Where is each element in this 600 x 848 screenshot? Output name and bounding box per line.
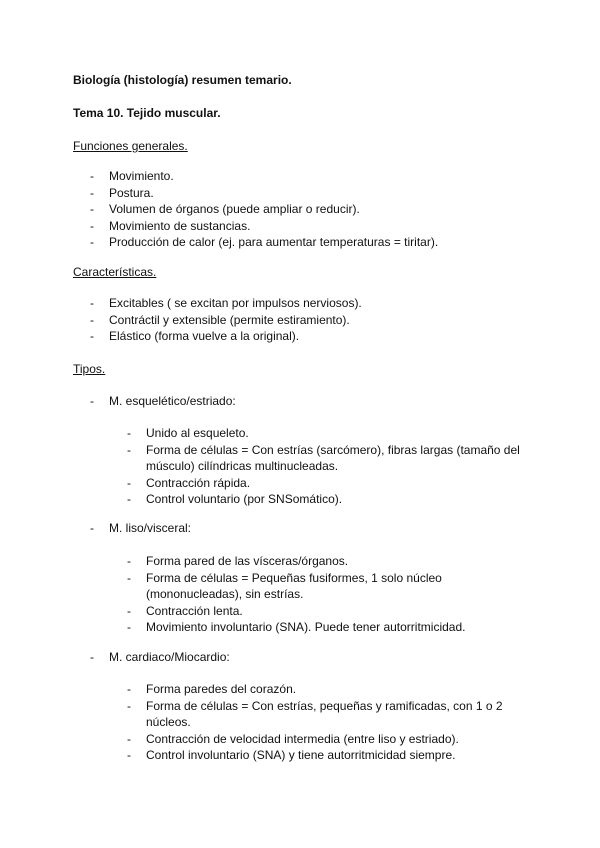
list-item: - Forma de células = Pequeñas fusiformes, 1 solo núcleo (mononucleadas), sin estrías. bbox=[127, 570, 442, 601]
list-item: - Contráctil y extensible (permite estiramiento). bbox=[90, 312, 350, 327]
bullet-dash: - bbox=[127, 426, 131, 440]
bullet-dash: - bbox=[90, 169, 94, 183]
bullet-dash: - bbox=[127, 554, 131, 568]
bullet-dash: - bbox=[90, 650, 94, 664]
list-item: - Control voluntario (por SNSomático). bbox=[127, 492, 343, 506]
bullet-dash: - bbox=[127, 731, 131, 746]
list-item: - Postura. bbox=[90, 185, 154, 200]
bullet-dash: - bbox=[90, 312, 94, 327]
list-item: - Producción de calor (ej. para aumentar temperaturas = tiritar). bbox=[90, 235, 439, 249]
bullet-dash: - bbox=[90, 329, 94, 343]
bullet-dash: - bbox=[90, 235, 94, 249]
section-heading-caracteristicas: Características. bbox=[73, 265, 157, 279]
bullet-dash: - bbox=[90, 296, 94, 310]
list-item: - Movimiento. bbox=[90, 169, 174, 183]
list-item: - Movimiento involuntario (SNA). Puede tener autorritmicidad. bbox=[127, 620, 466, 634]
list-item: - Forma de células = Con estrías, pequeñas y ramificadas, con 1 o 2 núcleos. bbox=[127, 698, 503, 729]
list-item: - Movimiento de sustancias. bbox=[90, 218, 251, 233]
section-heading-tipos: Tipos. bbox=[73, 362, 106, 376]
list-item: - Contracción rápida. bbox=[127, 475, 251, 490]
bullet-dash: - bbox=[127, 475, 131, 490]
list-item: - Contracción de velocidad intermedia (entre liso y estriado). bbox=[127, 731, 459, 746]
bullet-dash: - bbox=[127, 442, 131, 457]
bullet-dash: - bbox=[127, 620, 131, 634]
document-title: Biología (histología) resumen temario. bbox=[73, 73, 292, 87]
type-heading-liso: - M. liso/visceral: bbox=[90, 521, 192, 535]
esqueletico-list bbox=[127, 425, 527, 508]
type-heading-esqueletico: - M. esquelético/estriado: bbox=[90, 394, 236, 408]
cardiaco-list bbox=[127, 681, 527, 764]
bullet-dash: - bbox=[127, 748, 131, 762]
bullet-dash: - bbox=[90, 218, 94, 233]
bullet-dash: - bbox=[127, 682, 131, 696]
bullet-dash: - bbox=[90, 521, 94, 535]
list-item: - Contracción lenta. bbox=[127, 603, 243, 618]
bullet-dash: - bbox=[90, 185, 94, 200]
type-heading-cardiaco: - M. cardiaco/Miocardio: bbox=[90, 650, 230, 664]
list-item: - Unido al esqueleto. bbox=[127, 426, 249, 440]
list-item: - Forma de células = Con estrías (sarcómero), fibras largas (tamaño del músculo) cilíndricas multinucleadas. bbox=[127, 442, 520, 473]
list-item: - Control involuntario (SNA) y tiene autorritmicidad siempre. bbox=[127, 748, 456, 762]
list-item: - Elástico (forma vuelve a la original). bbox=[90, 329, 300, 343]
list-item: - Forma pared de las vísceras/órganos. bbox=[127, 554, 349, 568]
bullet-dash: - bbox=[127, 698, 131, 713]
bullet-dash: - bbox=[127, 492, 131, 506]
section-heading-funciones: Funciones generales. bbox=[73, 139, 188, 153]
bullet-dash: - bbox=[127, 570, 131, 585]
caracteristicas-list bbox=[90, 295, 570, 345]
list-item: - Forma paredes del corazón. bbox=[127, 682, 297, 696]
funciones-list bbox=[90, 168, 570, 251]
bullet-dash: - bbox=[90, 394, 94, 408]
list-item: - Volumen de órganos (puede ampliar o reducir). bbox=[90, 202, 360, 216]
bullet-dash: - bbox=[127, 603, 131, 618]
liso-list bbox=[127, 553, 527, 636]
bullet-dash: - bbox=[90, 202, 94, 216]
list-item: - Excitables ( se excitan por impulsos nerviosos). bbox=[90, 296, 362, 310]
topic-heading: Tema 10. Tejido muscular. bbox=[73, 106, 221, 120]
